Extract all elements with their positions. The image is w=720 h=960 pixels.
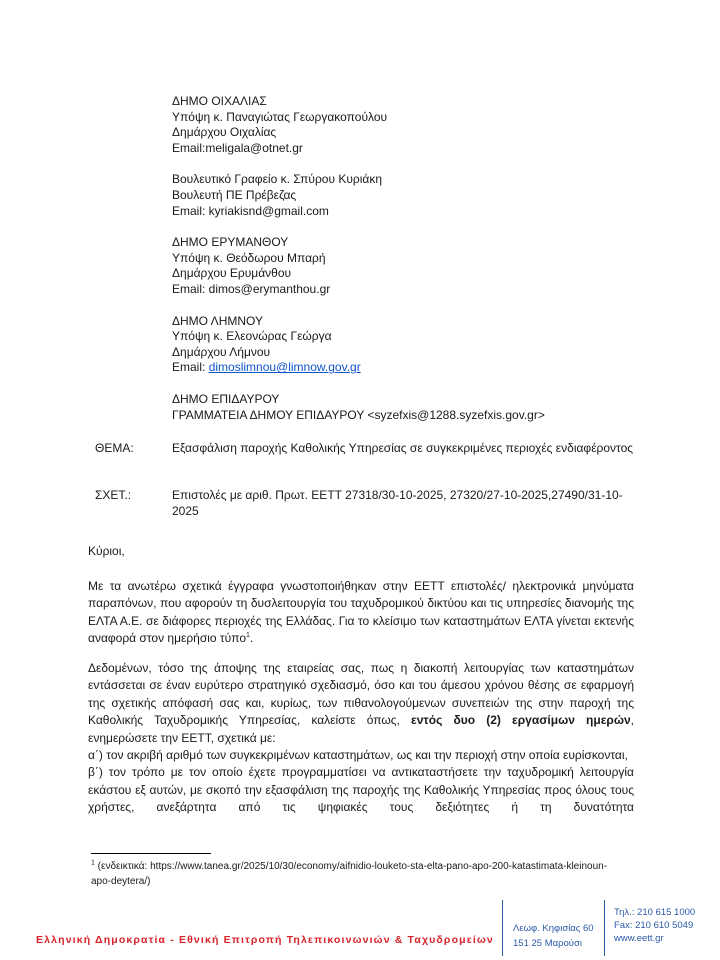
recipient-line: Βουλευτή ΠΕ Πρέβεζας (172, 187, 297, 202)
phone: Τηλ.: 210 615 1000 (614, 907, 696, 918)
paragraph-1 (88, 578, 634, 648)
recipient-email: Email: dimos@erymanthou.gr (172, 281, 331, 296)
recipient-line: Υπόψη κ. Θεόδωρου Μπαρή (172, 250, 326, 265)
paragraph-1-end: . (249, 631, 254, 646)
recipient-email-row (172, 360, 632, 376)
website-link[interactable]: www.eett.gr (614, 933, 664, 944)
recipient-epidavros (172, 392, 632, 423)
footnote-separator (91, 853, 211, 854)
fax: Fax: 210 610 5049 (614, 920, 694, 931)
recipient-line: Υπόψη κ. Παναγιώτας Γεωργακοπούλου (172, 109, 388, 124)
footnote-ref[interactable]: 1 (246, 632, 250, 640)
address-line-1: Λεωφ. Κηφισίας 60 (513, 923, 594, 934)
salutation: Κύριοι, (88, 544, 125, 558)
address-line-2: 151 25 Μαρούσι (513, 938, 582, 949)
reference-row (95, 488, 635, 519)
reference-label: ΣΧΕΤ.: (95, 488, 132, 502)
email-link-limnos[interactable]: dimoslimnou@limnow.gov.gr (208, 360, 361, 375)
recipient-line: ΓΡΑΜΜΑΤΕΙΑ ΔΗΜΟΥ ΕΠΙΔΑΥΡΟΥ <syzefxis@1288.syzefxis.gov.gr> (172, 407, 545, 422)
paragraph-1-text: Με τα ανωτέρω σχετικά έγγραφα γνωστοποιήθηκαν στην ΕΕΤΤ επιστολές/ ηλεκτρονικά μηνύματα παραπόνων, που αφορούν τη δυσλειτουργία του ταχυδρομικού δικτύου και τις υπηρεσίες διανομής της ΕΛΤΑ Α.Ε. σε διάφορες περιοχές της Ελλάδας. Για το κλείσιμο των καταστημάτων ΕΛΤΑ γίνεται εκτενής αναφορά στον ημερήσιο τύπο (88, 579, 634, 646)
recipient-line: ΔΗΜΟ ΛΗΜΝΟΥ (172, 313, 263, 328)
footer-divider-left (502, 900, 503, 956)
subject-value: Εξασφάλιση παροχής Καθολικής Υπηρεσίας σε συγκεκριμένες περιοχές ενδιαφέροντος (172, 441, 634, 455)
footer-divider-right (604, 900, 605, 956)
recipient-email: Email: kyriakisnd@gmail.com (172, 203, 329, 218)
recipient-line: ΔΗΜΟ ΕΡΥΜΑΝΘΟΥ (172, 235, 289, 250)
recipient-line: Βουλευτικό Γραφείο κ. Σπύρου Κυριάκη (172, 172, 383, 187)
recipient-line: Δημάρχου Ερυμάνθου (172, 266, 292, 281)
recipient-limnos (172, 314, 632, 376)
reference-value: Επιστολές με αριθ. Πρωτ. ΕΕΤΤ 27318/30-10-2025, 27320/27-10-2025,27490/31-10-2025 (172, 488, 623, 518)
deadline-emphasis: εντός δυο (2) εργασίμων ημερών (411, 713, 631, 728)
footer-contact (614, 906, 695, 945)
footer-address (513, 921, 594, 951)
subject-row (95, 441, 635, 457)
footnote (91, 859, 611, 889)
email-label: Email: (172, 360, 209, 375)
request-item-a: α΄) τον ακριβή αριθμό των συγκεκριμένων καταστημάτων, ως και την περιοχή στην οποία ευρίσκονται, (88, 748, 628, 763)
footnote-number: 1 (91, 859, 95, 867)
recipient-line: Δημάρχου Οιχαλίας (172, 125, 277, 140)
subject-label: ΘΕΜΑ: (95, 441, 134, 455)
recipient-email: Email:meligala@otnet.gr (172, 140, 303, 155)
recipient-line: ΔΗΜΟ ΟΙΧΑΛΙΑΣ (172, 94, 267, 108)
recipient-erymanthos (172, 235, 632, 297)
recipient-oichalia (172, 94, 632, 156)
footer-organization: Ελληνική Δημοκρατία - Εθνική Επιτροπή Τηλεπικοινωνιών & Ταχυδρομείων (36, 934, 494, 946)
paragraph-2-intro (88, 660, 634, 747)
paragraph-2-text-after: , ενημερώσετε την ΕΕΤΤ, σχετικά με: (88, 713, 635, 745)
recipient-line: Υπόψη κ. Ελεονώρας Γεώργα (172, 329, 332, 344)
footnote-text: (ενδεικτικά: https://www.tanea.gr/2025/10/30/economy/aifnidio-louketo-sta-elta-pano-apo-200-katastimata-kleinoun-apo-deytera/) (91, 861, 608, 887)
paragraph-2-text: Δεδομένων, τόσο της άποψης της εταιρείας σας, πως η διακοπή λειτουργίας των καταστημάτων εντάσσεται σε έναν ευρύτερο στρατηγικό σχεδιασμό, όσο και του άμεσου χρόνου θέσης σε εφαρμογή της σχετικής απόφασή σας και, κυρίως, των πιθανολογούμενων συνεπειών της στην παροχή της Καθολικής Ταχυδρομικής Υπηρεσίας, καλείστε όπως, (88, 661, 634, 728)
request-item-b: β΄) τον τρόπο με τον οποίο έχετε προγραμματίσει να αντικαταστήσετε την ταχυδρομική λειτουργία εκάστου εξ αυτών, με σκοπό την εξασφάλιση της παροχής της Καθολικής Υπηρεσίας προς όλους τους χρήστες, ανεξάρτητα από τις ψηφιακές τους δεξιότητες ή τη δυνατότητα (88, 765, 634, 815)
recipient-kyriakis-office (172, 172, 632, 219)
recipient-line: ΔΗΜΟ ΕΠΙΔΑΥΡΟΥ (172, 391, 280, 406)
recipient-line: Δημάρχου Λήμνου (172, 344, 271, 359)
paragraph-2 (88, 660, 634, 817)
recipients-list (172, 94, 632, 439)
